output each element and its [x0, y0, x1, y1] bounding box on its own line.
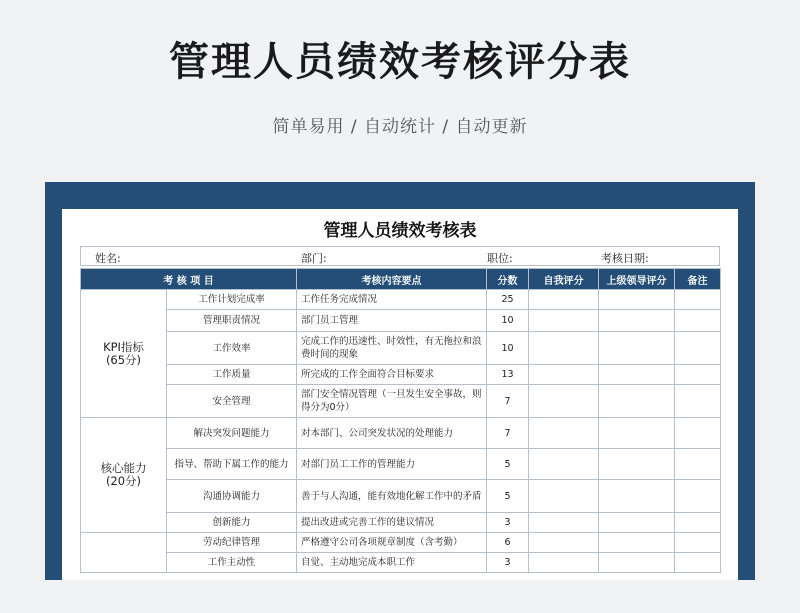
- item-score: 13: [487, 365, 529, 385]
- table-row: [81, 365, 721, 385]
- self-score-cell[interactable]: [529, 418, 599, 449]
- category-cell: [81, 533, 167, 573]
- item-score: 10: [487, 310, 529, 332]
- remark-cell[interactable]: [675, 418, 721, 449]
- page-title: 管理人员绩效考核评分表: [169, 39, 631, 85]
- table-row: [81, 418, 721, 449]
- info-row: [80, 246, 720, 266]
- table-row: [81, 533, 721, 553]
- spreadsheet-frame: [45, 182, 755, 580]
- item-score: 7: [487, 418, 529, 449]
- item-content: 完成工作的迅速性、时效性，有无拖拉和浪费时间的现象: [297, 332, 487, 365]
- self-score-cell[interactable]: [529, 290, 599, 310]
- remark-cell[interactable]: [675, 332, 721, 365]
- leader-score-cell[interactable]: [599, 449, 675, 480]
- item-content: 提出改进或完善工作的建议情况: [297, 513, 487, 533]
- header-self-score: 自我评分: [529, 269, 599, 290]
- leader-score-cell[interactable]: [599, 310, 675, 332]
- name-label: 姓名:: [95, 252, 121, 265]
- remark-cell[interactable]: [675, 553, 721, 573]
- item-content: 对本部门、公司突发状况的处理能力: [297, 418, 487, 449]
- self-score-cell[interactable]: [529, 365, 599, 385]
- item-content: 严格遵守公司各项规章制度（含考勤）: [297, 533, 487, 553]
- item-content: 部门安全情况管理（一旦发生安全事故，则得分为0分）: [297, 385, 487, 418]
- category-points: (20分): [105, 474, 142, 488]
- leader-score-cell[interactable]: [599, 332, 675, 365]
- remark-cell[interactable]: [675, 480, 721, 513]
- spreadsheet-paper: [62, 209, 738, 580]
- header-score: 分数: [487, 269, 529, 290]
- leader-score-cell[interactable]: [599, 513, 675, 533]
- remark-cell[interactable]: [675, 385, 721, 418]
- category-cell: [81, 290, 167, 418]
- item-score: 5: [487, 449, 529, 480]
- remark-cell[interactable]: [675, 310, 721, 332]
- dept-label: 部门:: [301, 252, 327, 265]
- header-content: 考核内容要点: [297, 269, 487, 290]
- remark-cell[interactable]: [675, 365, 721, 385]
- item-name: 管理职责情况: [167, 310, 297, 332]
- assessment-table: [80, 268, 721, 573]
- item-score: 5: [487, 480, 529, 513]
- table-row: [81, 385, 721, 418]
- leader-score-cell[interactable]: [599, 365, 675, 385]
- leader-score-cell[interactable]: [599, 385, 675, 418]
- category-name: 核心能力: [100, 461, 147, 475]
- item-content: 自觉、主动地完成本职工作: [297, 553, 487, 573]
- category-name: KPI指标: [103, 339, 144, 354]
- page-subtitle: 简单易用 / 自动统计 / 自动更新: [272, 117, 528, 137]
- leader-score-cell[interactable]: [599, 553, 675, 573]
- table-header-row: [81, 269, 721, 290]
- category-cell: [81, 418, 167, 533]
- table-row: [81, 480, 721, 513]
- self-score-cell[interactable]: [529, 332, 599, 365]
- category-points: (65分): [105, 352, 142, 367]
- sheet-title: 管理人员绩效考核表: [323, 221, 477, 241]
- self-score-cell[interactable]: [529, 533, 599, 553]
- item-name: 工作质量: [167, 365, 297, 385]
- item-content: 所完成的工作全面符合目标要求: [297, 365, 487, 385]
- item-score: 6: [487, 533, 529, 553]
- remark-cell[interactable]: [675, 513, 721, 533]
- header-item: 考 核 项 目: [81, 269, 297, 290]
- leader-score-cell[interactable]: [599, 480, 675, 513]
- leader-score-cell[interactable]: [599, 533, 675, 553]
- table-row: [81, 290, 721, 310]
- item-name: 工作效率: [167, 332, 297, 365]
- item-content: 部门员工管理: [297, 310, 487, 332]
- item-name: 解决突发问题能力: [167, 418, 297, 449]
- item-name: 工作主动性: [167, 553, 297, 573]
- item-name: 工作计划完成率: [167, 290, 297, 310]
- leader-score-cell[interactable]: [599, 290, 675, 310]
- table-row: [81, 332, 721, 365]
- item-score: 3: [487, 513, 529, 533]
- table-row: [81, 310, 721, 332]
- header-leader-score: 上级领导评分: [599, 269, 675, 290]
- table-row: [81, 513, 721, 533]
- self-score-cell[interactable]: [529, 513, 599, 533]
- table-row: [81, 553, 721, 573]
- position-label: 职位:: [487, 252, 513, 265]
- item-score: 3: [487, 553, 529, 573]
- header-remark: 备注: [675, 269, 721, 290]
- item-name: 沟通协调能力: [167, 480, 297, 513]
- table-row: [81, 449, 721, 480]
- leader-score-cell[interactable]: [599, 418, 675, 449]
- self-score-cell[interactable]: [529, 553, 599, 573]
- item-name: 指导、帮助下属工作的能力: [167, 449, 297, 480]
- item-content: 工作任务完成情况: [297, 290, 487, 310]
- item-content: 对部门员工工作的管理能力: [297, 449, 487, 480]
- item-score: 7: [487, 385, 529, 418]
- remark-cell[interactable]: [675, 533, 721, 553]
- item-name: 安全管理: [167, 385, 297, 418]
- item-score: 25: [487, 290, 529, 310]
- item-score: 10: [487, 332, 529, 365]
- self-score-cell[interactable]: [529, 480, 599, 513]
- self-score-cell[interactable]: [529, 449, 599, 480]
- item-content: 善于与人沟通，能有效地化解工作中的矛盾: [297, 480, 487, 513]
- self-score-cell[interactable]: [529, 310, 599, 332]
- item-name: 创新能力: [167, 513, 297, 533]
- remark-cell[interactable]: [675, 449, 721, 480]
- remark-cell[interactable]: [675, 290, 721, 310]
- item-name: 劳动纪律管理: [167, 533, 297, 553]
- self-score-cell[interactable]: [529, 385, 599, 418]
- date-label: 考核日期:: [601, 252, 649, 265]
